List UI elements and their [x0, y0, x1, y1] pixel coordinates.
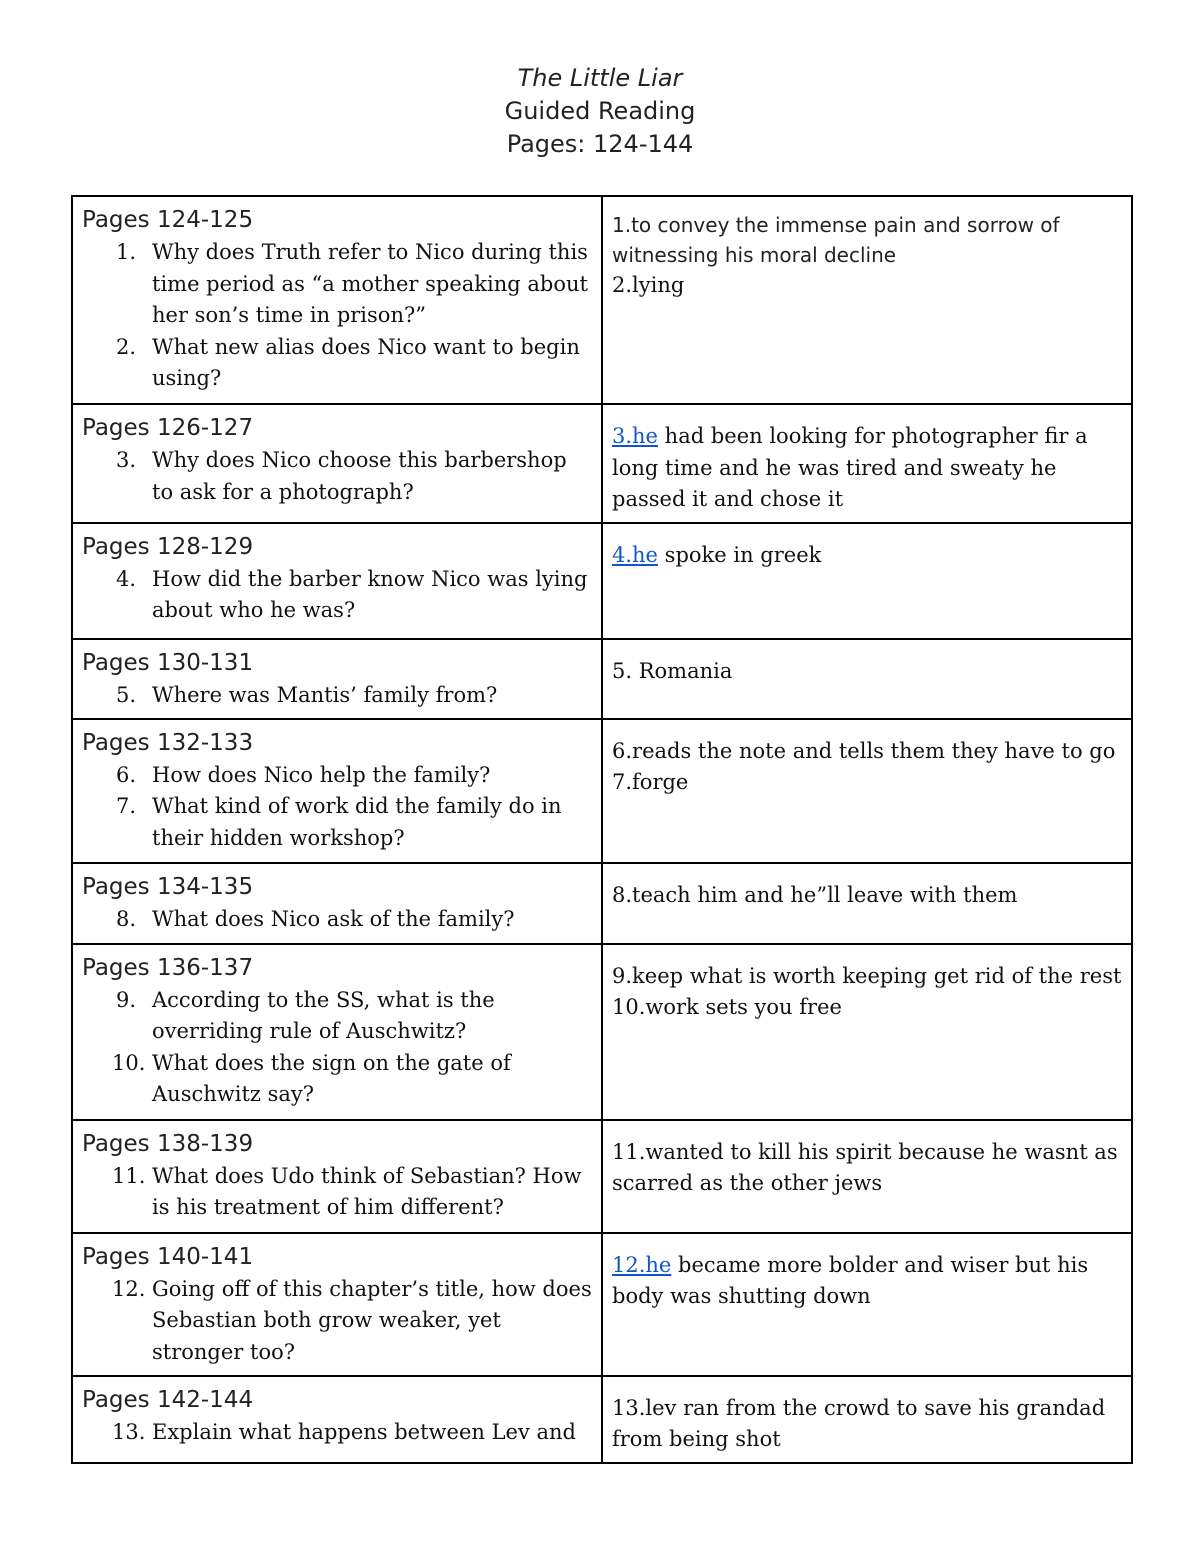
answer-cell — [602, 196, 1132, 404]
table-row — [72, 863, 1132, 944]
table-row — [72, 196, 1132, 404]
question-item — [82, 332, 593, 395]
page-range-label: Pages 136-137 — [82, 954, 254, 981]
question-number: 12. — [112, 1276, 146, 1301]
table-row — [72, 719, 1132, 863]
question-number: 5. — [116, 682, 137, 707]
question-cell — [72, 944, 602, 1120]
document-subtitle: Guided Reading — [504, 97, 696, 125]
answer-text[interactable]: 5. Romania — [612, 658, 733, 683]
question-number: 3. — [116, 448, 137, 472]
question-item — [82, 237, 593, 332]
answer-link[interactable]: 4.he — [612, 542, 658, 567]
question-item — [82, 445, 593, 508]
answer-text[interactable]: 9.keep what is worth keeping get rid of the rest — [612, 963, 1122, 988]
question-item — [82, 1161, 593, 1224]
answer-cell — [602, 639, 1132, 719]
question-cell — [72, 196, 602, 404]
question-cell — [72, 1233, 602, 1376]
question-item — [82, 904, 593, 936]
table-row — [72, 404, 1132, 523]
table-row — [72, 1376, 1132, 1463]
answer-text[interactable]: 8.teach him and he”ll leave with them — [612, 882, 1018, 907]
document-page-range: Pages: 124-144 — [506, 130, 694, 158]
question-cell — [72, 1376, 602, 1463]
document-header — [0, 62, 1200, 161]
question-item — [82, 1048, 593, 1111]
question-number: 9. — [116, 987, 137, 1012]
answer-cell — [602, 523, 1132, 639]
answer-cell — [602, 404, 1132, 523]
answer-cell — [602, 863, 1132, 944]
guided-reading-table — [71, 195, 1133, 1464]
question-text: What new alias does Nico want to begin using? — [152, 334, 580, 390]
question-cell — [72, 639, 602, 719]
answer-item[interactable] — [612, 415, 1123, 516]
question-number: 1. — [116, 240, 137, 264]
question-item — [82, 564, 593, 627]
answer-cell — [602, 719, 1132, 863]
answer-item[interactable] — [612, 1244, 1123, 1313]
question-text: According to the SS, what is the overriding rule of Auschwitz? — [152, 987, 495, 1043]
question-number: 8. — [116, 906, 137, 931]
answer-cell — [602, 1233, 1132, 1376]
question-text: How did the barber know Nico was lying about who he was? — [152, 566, 588, 622]
question-item — [82, 680, 593, 712]
page-range-label: Pages 134-135 — [82, 873, 254, 900]
answer-item[interactable] — [612, 534, 1123, 572]
answer-cell — [602, 1376, 1132, 1463]
table-row — [72, 944, 1132, 1120]
table-row — [72, 1233, 1132, 1376]
answer-text[interactable]: 1.to convey the immense pain and sorrow of witnessing his moral decline — [612, 213, 1060, 267]
page-range-label: Pages 124-125 — [82, 207, 254, 233]
question-text: What does Nico ask of the family? — [152, 906, 515, 931]
question-item — [82, 1417, 593, 1449]
question-text: Why does Nico choose this barbershop to ask for a photograph? — [152, 448, 567, 504]
question-cell — [72, 523, 602, 639]
question-text: How does Nico help the family? — [152, 762, 491, 787]
answer-text: had been looking for photographer fir a long time and he was tired and sweaty he passed it and chose it — [612, 424, 1088, 511]
answer-text[interactable]: 11.wanted to kill his spirit because he wasnt as scarred as the other jews — [612, 1139, 1118, 1195]
question-text: Where was Mantis’ family from? — [152, 682, 498, 707]
answer-cell — [602, 944, 1132, 1120]
page-range-label: Pages 126-127 — [82, 415, 254, 441]
question-text: What does Udo think of Sebastian? How is his treatment of him different? — [152, 1163, 582, 1219]
answer-text: became more bolder and wiser but his body was shutting down — [612, 1252, 1089, 1308]
question-cell — [72, 719, 602, 863]
question-text: Why does Truth refer to Nico during this time period as “a mother speaking about her son’s time in prison?” — [152, 240, 588, 327]
page-range-label: Pages 140-141 — [82, 1243, 254, 1270]
document-title: The Little Liar — [517, 64, 683, 92]
question-number: 10. — [112, 1050, 146, 1075]
question-text: What does the sign on the gate of Auschwitz say? — [152, 1050, 511, 1106]
answer-cell — [602, 1120, 1132, 1233]
table-row — [72, 639, 1132, 719]
question-item — [82, 760, 593, 792]
question-text: Going off of this chapter’s title, how does Sebastian both grow weaker, yet stronger too? — [152, 1276, 592, 1364]
question-item — [82, 1274, 593, 1369]
question-cell — [72, 863, 602, 944]
answer-link[interactable]: 3.he — [612, 424, 658, 448]
answer-text[interactable]: 10.work sets you free — [612, 995, 842, 1019]
answer-text: spoke in greek — [658, 542, 822, 567]
question-item — [82, 985, 593, 1048]
question-text: What kind of work did the family do in their hidden workshop? — [152, 794, 562, 850]
page-range-label: Pages 128-129 — [82, 533, 254, 560]
answer-text[interactable]: 2.lying — [612, 273, 685, 297]
question-number: 4. — [116, 566, 137, 591]
question-number: 6. — [116, 762, 137, 787]
table-row — [72, 523, 1132, 639]
question-cell — [72, 404, 602, 523]
question-text: Explain what happens between Lev and — [152, 1419, 576, 1444]
question-number: 11. — [112, 1163, 146, 1188]
answer-text[interactable]: 13.lev ran from the crowd to save his grandad from being shot — [612, 1395, 1106, 1451]
answer-text[interactable]: 6.reads the note and tells them they have to go — [612, 738, 1116, 763]
page-range-label: Pages 132-133 — [82, 729, 254, 756]
page-range-label: Pages 138-139 — [82, 1130, 254, 1157]
page-range-label: Pages 142-144 — [82, 1386, 254, 1413]
question-number: 13. — [112, 1419, 146, 1444]
page-range-label: Pages 130-131 — [82, 649, 254, 676]
answer-text[interactable]: 7.forge — [612, 770, 689, 794]
question-item — [82, 791, 593, 854]
question-cell — [72, 1120, 602, 1233]
table-row — [72, 1120, 1132, 1233]
answer-link[interactable]: 12.he — [612, 1252, 672, 1277]
question-number: 7. — [116, 794, 137, 818]
question-number: 2. — [116, 334, 137, 359]
